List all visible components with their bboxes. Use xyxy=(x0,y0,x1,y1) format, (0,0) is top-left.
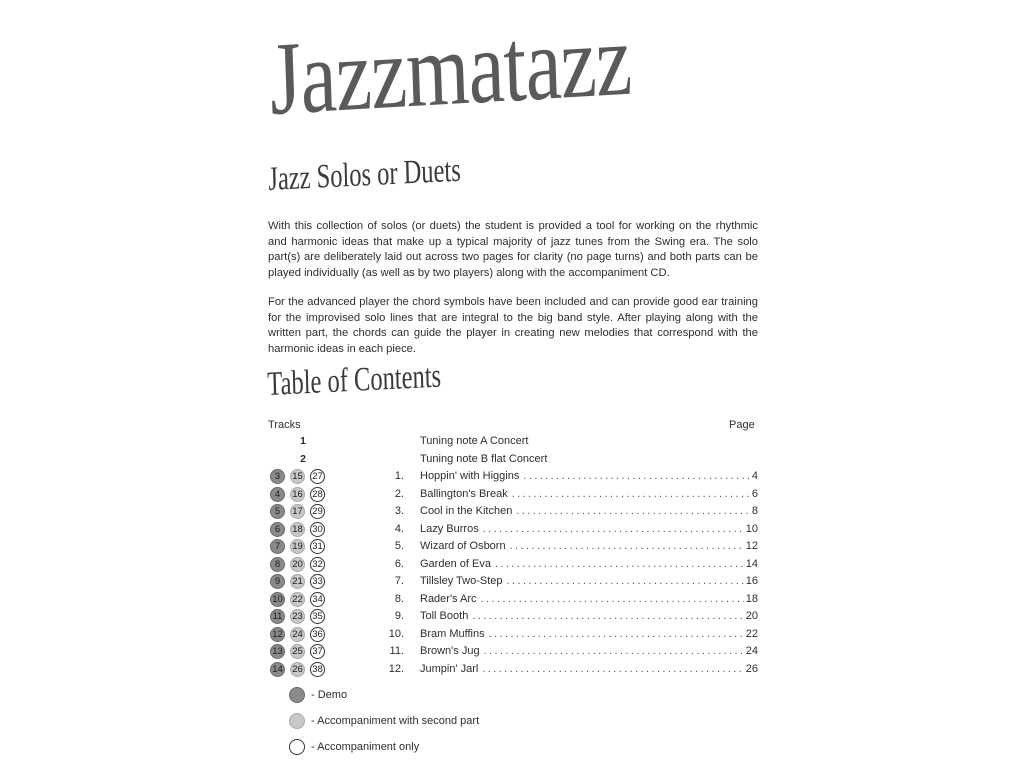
track-number: 1 xyxy=(300,435,306,447)
dot-leader xyxy=(483,521,744,538)
entry-page: 16 xyxy=(745,575,758,587)
accompaniment-second-part-track-circle: 15 xyxy=(290,469,305,484)
toc-entry xyxy=(268,521,758,538)
entry-title: Jumpin' Jarl xyxy=(420,662,479,675)
track-circles xyxy=(268,538,338,555)
toc-entry xyxy=(268,661,758,678)
accompaniment-second-part-track-circle: 16 xyxy=(290,487,305,502)
entry-leader xyxy=(420,643,758,660)
accompaniment-only-track-circle: 28 xyxy=(310,487,325,502)
demo-track-circle: 5 xyxy=(270,504,285,519)
demo-track-circle: 8 xyxy=(270,557,285,572)
accompaniment-second-part-track-circle: 20 xyxy=(290,557,305,572)
demo-track-circle: 10 xyxy=(270,592,285,607)
page-subtitle: Jazz Solos or Duets xyxy=(267,151,462,198)
track-circles xyxy=(268,556,338,573)
accompaniment-only-track-circle: 36 xyxy=(310,627,325,642)
entry-leader xyxy=(420,468,758,485)
accompaniment-only-track-circle: 27 xyxy=(310,469,325,484)
track-circles xyxy=(268,626,338,643)
entry-number: 3. xyxy=(394,505,404,517)
dot-leader xyxy=(481,591,744,608)
entry-leader xyxy=(420,573,758,590)
entry-title: Lazy Burros xyxy=(420,522,479,535)
demo-legend-circle xyxy=(289,687,305,703)
accompaniment-second-part-track-circle: 24 xyxy=(290,627,305,642)
entry-number: 12. xyxy=(388,662,404,675)
toc-heading: Table of Contents xyxy=(266,357,442,403)
accompaniment-only-track-circle: 34 xyxy=(310,592,325,607)
entry-leader xyxy=(420,503,758,520)
toc-entry xyxy=(268,626,758,643)
page-column-header: Page xyxy=(729,419,755,431)
entry-title: Brown's Jug xyxy=(420,645,480,657)
accompaniment-second-part-track-circle: 19 xyxy=(290,539,305,554)
entry-title: Wizard of Osborn xyxy=(420,540,506,552)
accompaniment-only-track-circle: 30 xyxy=(310,522,325,537)
entry-page: 18 xyxy=(745,592,758,605)
entry-page: 24 xyxy=(745,645,758,657)
track-circles xyxy=(268,643,338,660)
accompaniment-only-track-circle: 37 xyxy=(310,644,325,659)
tuning-title: Tuning note B flat Concert xyxy=(420,453,548,465)
toc-entry xyxy=(268,573,758,590)
dot-leader xyxy=(510,538,744,555)
entry-leader xyxy=(420,538,758,555)
entry-page: 12 xyxy=(745,540,758,552)
entry-leader xyxy=(420,521,758,538)
entry-title: Cool in the Kitchen xyxy=(420,505,513,517)
entry-number: 10. xyxy=(388,627,404,640)
accompaniment-only-track-circle: 32 xyxy=(310,557,325,572)
entry-page: 10 xyxy=(745,522,758,535)
track-circles xyxy=(268,503,338,520)
entry-number: 8. xyxy=(394,592,404,605)
page-title: Jazzmatazz xyxy=(267,1,633,137)
toc-entry xyxy=(268,468,758,485)
track-circles xyxy=(268,521,338,538)
dot-leader xyxy=(516,503,750,520)
entry-leader xyxy=(420,556,758,573)
demo-track-circle: 7 xyxy=(270,539,285,554)
dot-leader xyxy=(472,608,743,625)
entry-number: 7. xyxy=(394,575,404,587)
entry-title: Bram Muffins xyxy=(420,627,485,640)
legend-accompaniment-second-part-label: - Accompaniment with second part xyxy=(311,715,480,727)
accompaniment-second-part-track-circle: 22 xyxy=(290,592,305,607)
accompaniment-only-track-circle: 35 xyxy=(310,609,325,624)
intro-paragraph-2: For the advanced player the chord symbols have been included and can provide good ear training for the improvised solo lines that are integral to the big band style. After playing along with the written part, the chords can guide the player in creating new melodies that correspond with the harmonic ideas in each piece. xyxy=(268,296,758,355)
entry-page: 8 xyxy=(751,505,758,517)
legend-accompaniment-only-label: - Accompaniment only xyxy=(311,741,420,753)
accompaniment-only-track-circle: 31 xyxy=(310,539,325,554)
accompaniment-second-part-track-circle: 21 xyxy=(290,574,305,589)
tuning-row xyxy=(268,451,758,468)
entry-page: 26 xyxy=(745,662,758,675)
entry-number: 6. xyxy=(394,557,404,570)
tracks-column-header: Tracks xyxy=(268,419,301,431)
demo-track-circle: 11 xyxy=(270,609,285,624)
toc-entry xyxy=(268,486,758,503)
entry-page: 6 xyxy=(751,487,758,500)
entry-title: Ballington's Break xyxy=(420,487,508,500)
demo-track-circle: 12 xyxy=(270,627,285,642)
entry-title: Toll Booth xyxy=(420,610,469,622)
entry-title: Garden of Eva xyxy=(420,557,491,570)
entry-leader xyxy=(420,661,758,678)
toc-entry xyxy=(268,538,758,555)
accompaniment-second-part-track-circle: 18 xyxy=(290,522,305,537)
accompaniment-only-track-circle: 29 xyxy=(310,504,325,519)
entry-number: 4. xyxy=(394,522,404,535)
entry-page: 22 xyxy=(745,627,758,640)
accompaniment-second-part-legend-circle xyxy=(289,713,305,729)
toc-entry xyxy=(268,503,758,520)
entry-leader xyxy=(420,486,758,503)
track-circles xyxy=(268,591,338,608)
tuning-row xyxy=(268,433,758,450)
entry-page: 14 xyxy=(745,557,758,570)
demo-track-circle: 6 xyxy=(270,522,285,537)
accompaniment-only-track-circle: 33 xyxy=(310,574,325,589)
toc-entry xyxy=(268,643,758,660)
accompaniment-only-legend-circle xyxy=(289,739,305,755)
dot-leader xyxy=(523,468,750,485)
demo-track-circle: 14 xyxy=(270,662,285,677)
track-circles xyxy=(268,468,338,485)
entry-number: 11. xyxy=(389,645,404,657)
entry-leader xyxy=(420,591,758,608)
entry-number: 1. xyxy=(394,470,404,482)
demo-track-circle: 9 xyxy=(270,574,285,589)
demo-track-circle: 3 xyxy=(270,469,285,484)
track-circles xyxy=(268,486,338,503)
entry-page: 20 xyxy=(745,610,758,622)
entry-title: Hoppin' with Higgins xyxy=(420,470,520,482)
tuning-title: Tuning note A Concert xyxy=(420,435,529,447)
entry-number: 5. xyxy=(394,540,404,552)
track-circles xyxy=(268,608,338,625)
entry-number: 9. xyxy=(394,610,404,622)
dot-leader xyxy=(507,573,744,590)
entry-leader xyxy=(420,626,758,643)
accompaniment-second-part-track-circle: 17 xyxy=(290,504,305,519)
accompaniment-only-track-circle: 38 xyxy=(310,662,325,677)
legend-demo-label: - Demo xyxy=(311,689,348,701)
toc-entry xyxy=(268,608,758,625)
dot-leader xyxy=(489,626,744,643)
intro-paragraph-1: With this collection of solos (or duets) the student is provided a tool for working on the rhythmic and harmonic ideas that make up a typical majority of jazz tunes from the Swing era. The solo part(s) are deliberately laid out across two pages for clarity (no page turns) and both parts can be played individually (as well as by two players) along with the accompaniment CD. xyxy=(268,220,758,279)
toc-entry xyxy=(268,556,758,573)
dot-leader xyxy=(482,661,743,678)
entry-page: 4 xyxy=(751,470,758,482)
track-circles xyxy=(268,573,338,590)
accompaniment-second-part-track-circle: 23 xyxy=(290,609,305,624)
dot-leader xyxy=(495,556,744,573)
entry-title: Tillsley Two-Step xyxy=(420,575,503,587)
dot-leader xyxy=(484,643,744,660)
track-number: 2 xyxy=(300,453,306,465)
accompaniment-second-part-track-circle: 26 xyxy=(290,662,305,677)
dot-leader xyxy=(512,486,750,503)
demo-track-circle: 13 xyxy=(270,644,285,659)
entry-number: 2. xyxy=(394,487,404,500)
track-circles xyxy=(268,661,338,678)
entry-leader xyxy=(420,608,758,625)
entry-title: Rader's Arc xyxy=(420,592,477,605)
demo-track-circle: 4 xyxy=(270,487,285,502)
accompaniment-second-part-track-circle: 25 xyxy=(290,644,305,659)
toc-entry xyxy=(268,591,758,608)
